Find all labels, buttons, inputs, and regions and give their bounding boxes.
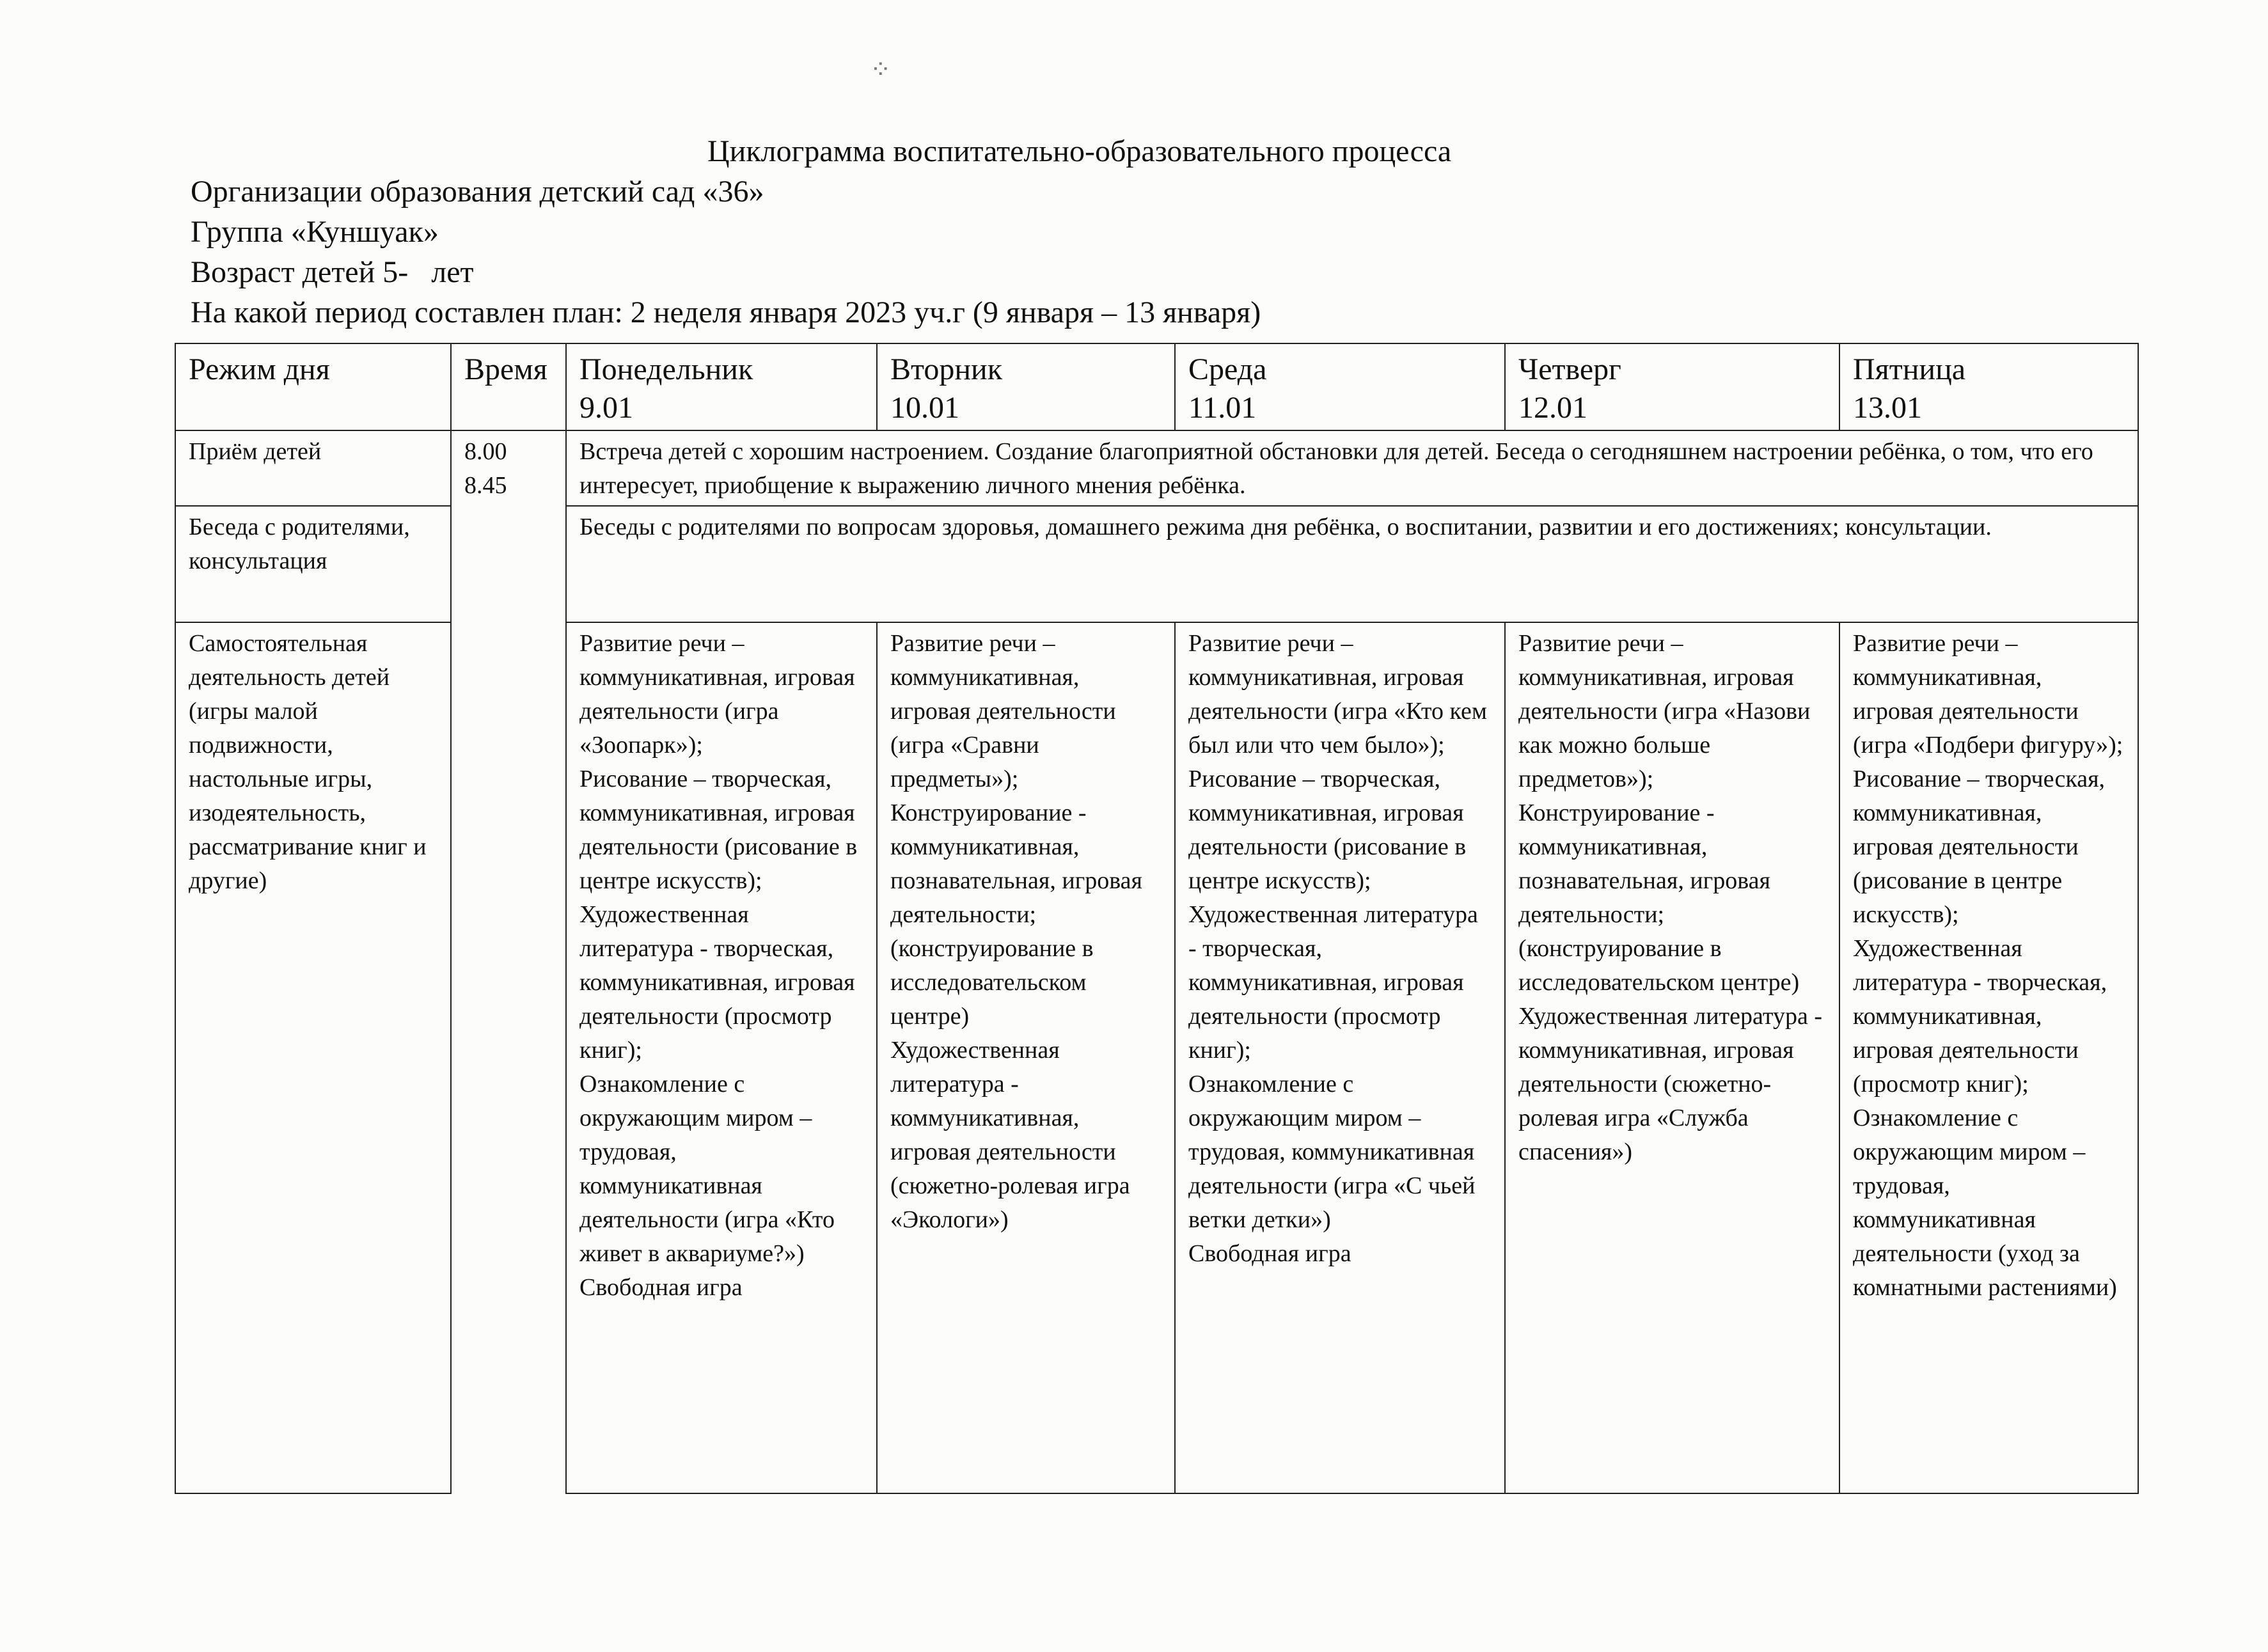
day-date: 13.01 [1853,391,1922,425]
table-header-row [175,343,2138,430]
day-name: Четверг [1518,352,1621,386]
header-monday [566,343,877,430]
organization-line: Организации образования детский сад «36» [191,175,764,208]
reception-label: Приём детей [175,430,451,506]
header-wednesday [1175,343,1505,430]
reception-time: 8.00 8.45 [451,430,566,1493]
free-activity-friday: Развитие речи – коммуникативная, игровая деятельности (игра «Подбери фигуру»); Рисование – творческая, коммуникативная, игровая деятельности (рисование в центре искусств); Художественная литература - творческая, коммуникативная, игровая деятельности (просмотр книг); Ознакомление с окружающим миром – трудовая, коммуникативная деятельности (уход за комнатными растениями) [1839,622,2138,1493]
parents-label: Беседа с родителями, консультация [175,506,451,622]
day-date: 12.01 [1518,391,1587,425]
day-date: 10.01 [890,391,959,425]
age-line: Возраст детей 5- лет [191,255,474,289]
period-line: На какой период составлен план: 2 неделя января 2023 уч.г (9 января – 13 января) [191,295,1261,329]
free-activity-monday: Развитие речи – коммуникативная, игровая деятельности (игра «Зоопарк»); Рисование – творческая, коммуникативная, игровая деятельности (рисование в центре искусств); Художественная литература - творческая, коммуникативная, игровая деятельности (просмотр книг); Ознакомление с окружающим миром – трудовая, коммуникативная деятельности (игра «Кто живет в аквариуме?») Свободная игра [566,622,877,1493]
day-name: Пятница [1853,352,1966,386]
free-activity-label: Самостоятельная деятельность детей (игры малой подвижности, настольные игры, изодеятельность, рассматривание книг и другие) [175,622,451,1493]
day-name: Вторник [890,352,1003,386]
scan-smudge: ⁘ [870,55,892,84]
free-activity-tuesday: Развитие речи – коммуникативная, игровая деятельности (игра «Сравни предметы»); Конструирование - коммуникативная, познавательная, игровая деятельности; (конструирование в исследовательском центре) Художественная литература - коммуникативная, игровая деятельности (сюжетно-ролевая игра «Экологи») [877,622,1175,1493]
table-row-reception [175,430,2138,506]
document-header [191,131,2045,333]
parents-text: Беседы с родителями по вопросам здоровья, домашнего режима дня ребёнка, о воспитании, развитии и его достижениях; консультации. [566,506,2138,622]
group-line: Группа «Куншуак» [191,215,439,249]
schedule-table [175,343,2139,1494]
header-regime: Режим дня [175,343,451,430]
day-date: 11.01 [1188,391,1257,425]
free-activity-wednesday: Развитие речи – коммуникативная, игровая деятельности (игра «Кто кем был или что чем было»); Рисование – творческая, коммуникативная, игровая деятельности (рисование в центре искусств); Художественная литература - творческая, коммуникативная, игровая деятельности (просмотр книг); Ознакомление с окружающим миром – трудовая, коммуникативная деятельности (игра «С чьей ветки детки») Свободная игра [1175,622,1505,1493]
day-name: Среда [1188,352,1267,386]
day-name: Понедельник [579,352,753,386]
header-tuesday [877,343,1175,430]
free-activity-thursday: Развитие речи – коммуникативная, игровая деятельности (игра «Назови как можно больше предметов»); Конструирование - коммуникативная, познавательная, игровая деятельности; (конструирование в исследовательском центре) Художественная литература - коммуникативная, игровая деятельности (сюжетно-ролевая игра «Служба спасения») [1505,622,1839,1493]
header-time: Время [451,343,566,430]
reception-text: Встреча детей с хорошим настроением. Создание благоприятной обстановки для детей. Беседа о сегодняшнем настроении ребёнка, о том, что его интересует, приобщение к выражению личного мнения ребёнка. [566,430,2138,506]
header-friday [1839,343,2138,430]
header-thursday [1505,343,1839,430]
day-date: 9.01 [579,391,633,425]
document-title: Циклограмма воспитательно-образовательного процесса [707,134,1452,168]
